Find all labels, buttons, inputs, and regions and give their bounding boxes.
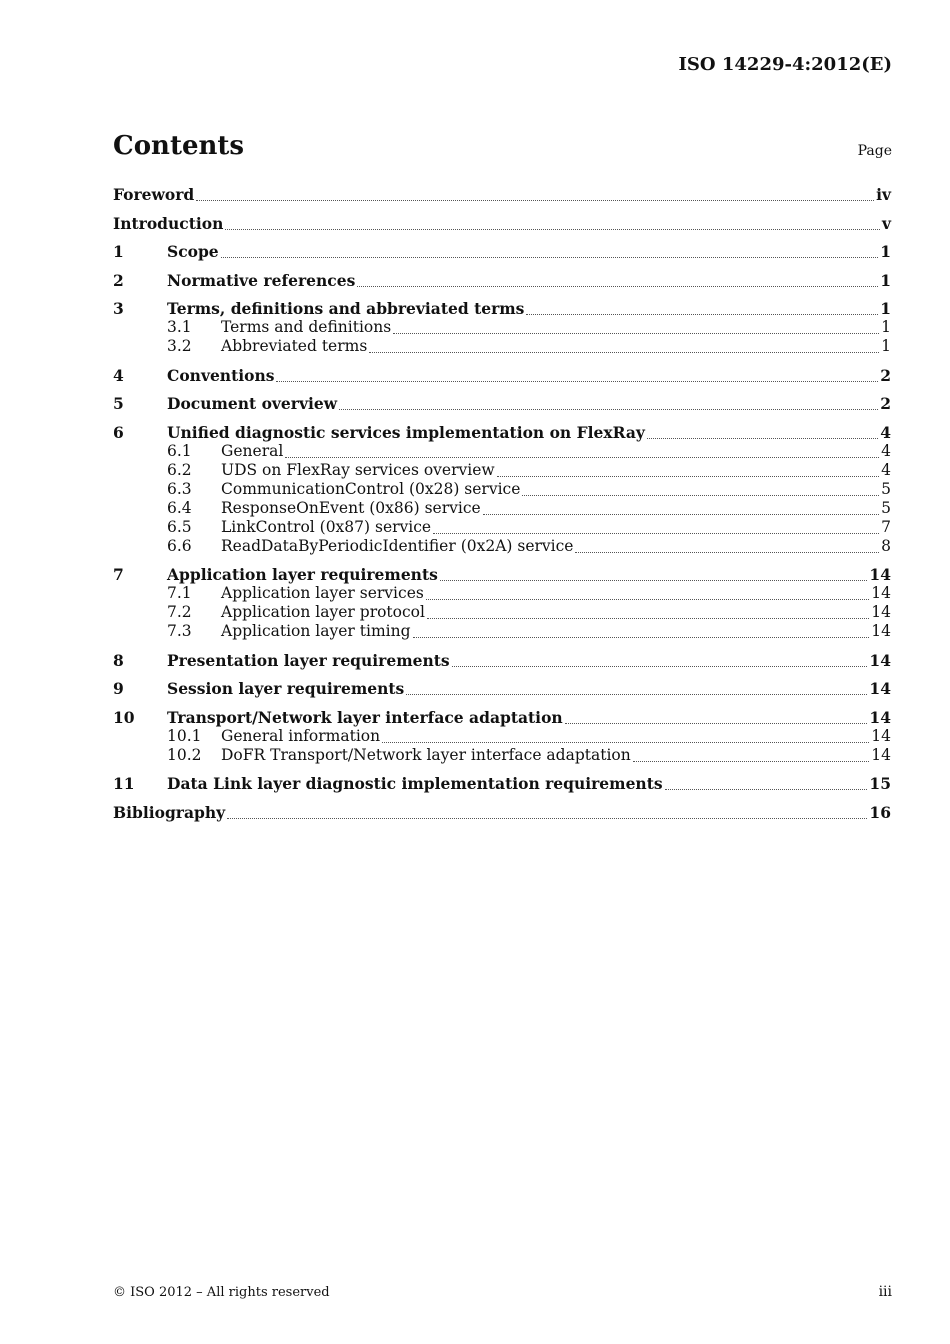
toc-entry[interactable] xyxy=(113,565,891,584)
toc-entry-page: 1 xyxy=(881,337,891,355)
toc-entry-title: Application layer timing xyxy=(221,622,411,640)
toc-entry-page: 16 xyxy=(869,802,891,822)
toc-entry-page: 1 xyxy=(880,270,891,290)
toc-entry-title: Terms and definitions xyxy=(221,318,392,336)
toc-entry-title: Presentation layer requirements xyxy=(167,650,450,670)
toc-entry-number: 11 xyxy=(113,774,135,793)
toc-entry-title: Transport/Network layer interface adaptation xyxy=(167,707,563,727)
dot-leader xyxy=(227,817,867,819)
toc-entry-title: Document overview xyxy=(167,394,338,413)
toc-entry-page: 1 xyxy=(880,242,891,261)
toc-entry-number: 5 xyxy=(113,394,124,413)
toc-entry-page: 2 xyxy=(880,365,891,385)
toc-entry-page: 14 xyxy=(869,679,891,698)
toc-entry-title: Scope xyxy=(167,242,219,261)
toc-subentry[interactable] xyxy=(113,746,891,765)
dot-leader xyxy=(369,351,879,353)
toc-entry-title: UDS on FlexRay services overview xyxy=(221,460,495,479)
toc-entry[interactable] xyxy=(113,394,891,413)
page-number: iii xyxy=(878,1284,892,1300)
toc-entry-title: General xyxy=(221,441,284,460)
toc-entry-number: 6.6 xyxy=(167,536,192,555)
toc-entry[interactable] xyxy=(113,423,891,442)
toc-entry-page: 5 xyxy=(881,479,891,498)
toc-entry-title: Application layer requirements xyxy=(167,565,438,584)
toc-entry-number: 6.2 xyxy=(167,460,192,479)
dot-leader xyxy=(196,199,874,201)
toc-entry-title: ReadDataByPeriodicIdentifier (0x2A) service xyxy=(221,536,574,555)
toc-entry-title: Conventions xyxy=(167,365,275,385)
dot-leader xyxy=(526,313,878,315)
toc-entry-number: 9 xyxy=(113,679,124,698)
toc-entry-number: 10.2 xyxy=(167,745,202,764)
toc-entry-number: 8 xyxy=(113,650,124,670)
dot-leader xyxy=(440,579,868,581)
dot-leader xyxy=(665,788,868,790)
toc-entry-page: v xyxy=(881,213,891,233)
table-of-contents xyxy=(113,185,891,822)
dot-leader xyxy=(497,475,879,477)
dot-leader xyxy=(575,551,879,553)
toc-entry-title: Application layer services xyxy=(221,584,424,602)
toc-entry-number: 4 xyxy=(113,365,124,385)
toc-entry-page: 1 xyxy=(881,318,891,336)
toc-subentry[interactable] xyxy=(113,461,891,480)
dot-leader xyxy=(382,741,869,743)
toc-subentry[interactable] xyxy=(113,337,891,356)
dot-leader xyxy=(427,617,869,619)
toc-entry-page: 4 xyxy=(881,441,891,460)
dot-leader xyxy=(647,437,878,439)
dot-leader xyxy=(221,256,879,258)
toc-subentry[interactable] xyxy=(113,442,891,461)
toc-entry-number: 7.1 xyxy=(167,584,192,602)
toc-subentry[interactable] xyxy=(113,622,891,641)
toc-subentry[interactable] xyxy=(113,537,891,556)
toc-entry-page: 7 xyxy=(881,517,891,536)
toc-entry-number: 10 xyxy=(113,707,135,727)
toc-entry-number: 6.5 xyxy=(167,517,192,536)
dot-leader xyxy=(452,665,868,667)
toc-subentry[interactable] xyxy=(113,584,891,603)
toc-entry[interactable] xyxy=(113,803,891,822)
toc-entry[interactable] xyxy=(113,774,891,793)
dot-leader xyxy=(357,285,878,287)
toc-entry[interactable] xyxy=(113,214,891,233)
toc-entry-number: 1 xyxy=(113,242,124,261)
dot-leader xyxy=(276,380,878,382)
contents-title: Contents xyxy=(113,131,245,161)
toc-entry[interactable] xyxy=(113,651,891,670)
toc-entry-page: 15 xyxy=(869,774,891,793)
toc-entry[interactable] xyxy=(113,299,891,318)
toc-entry-number: 7 xyxy=(113,565,124,584)
toc-entry-page: 14 xyxy=(871,603,891,621)
toc-entry[interactable] xyxy=(113,366,891,385)
dot-leader xyxy=(522,494,879,496)
toc-entry-page: 14 xyxy=(869,650,891,670)
document-id: ISO 14229-4:2012(E) xyxy=(678,54,892,75)
dot-leader xyxy=(285,456,879,458)
toc-entry-title: ResponseOnEvent (0x86) service xyxy=(221,498,481,517)
dot-leader xyxy=(406,693,867,695)
toc-entry[interactable] xyxy=(113,271,891,290)
dot-leader xyxy=(633,760,870,762)
toc-entry-page: 14 xyxy=(869,707,891,727)
toc-entry-page: 4 xyxy=(880,422,891,442)
toc-entry-page: 14 xyxy=(871,584,891,602)
dot-leader xyxy=(393,332,879,334)
toc-subentry[interactable] xyxy=(113,727,891,746)
toc-subentry[interactable] xyxy=(113,480,891,499)
toc-entry[interactable] xyxy=(113,679,891,698)
toc-subentry[interactable] xyxy=(113,603,891,622)
toc-entry-page: 4 xyxy=(881,460,891,479)
dot-leader xyxy=(483,513,879,515)
toc-entry-title: Abbreviated terms xyxy=(221,337,368,355)
dot-leader xyxy=(225,228,880,230)
dot-leader xyxy=(413,636,870,638)
toc-entry-page: 2 xyxy=(880,394,891,413)
dot-leader xyxy=(565,722,868,724)
toc-entry-number: 6.3 xyxy=(167,479,192,498)
toc-entry-title: Application layer protocol xyxy=(221,603,425,621)
toc-entry[interactable] xyxy=(113,185,891,204)
toc-entry-title: Foreword xyxy=(113,185,195,204)
toc-entry-title: General information xyxy=(221,726,381,745)
toc-entry-title: LinkControl (0x87) service xyxy=(221,517,432,536)
dot-leader xyxy=(433,532,879,534)
dot-leader xyxy=(426,598,869,600)
toc-entry-page: 5 xyxy=(881,498,891,517)
toc-entry-number: 6.4 xyxy=(167,498,192,517)
toc-entry-title: Introduction xyxy=(113,213,224,233)
toc-entry-number: 6 xyxy=(113,422,124,442)
toc-entry-number: 7.2 xyxy=(167,603,192,621)
toc-entry-title: Bibliography xyxy=(113,802,226,822)
toc-entry-title: DoFR Transport/Network layer interface adaptation xyxy=(221,745,631,764)
toc-entry-title: Session layer requirements xyxy=(167,679,405,698)
toc-entry-number: 3.1 xyxy=(167,318,192,336)
dot-leader xyxy=(339,408,878,410)
toc-entry-title: Data Link layer diagnostic implementation requirements xyxy=(167,774,663,793)
toc-entry-page: 14 xyxy=(869,565,891,584)
toc-entry-title: Terms, definitions and abbreviated terms xyxy=(167,299,525,318)
toc-entry-page: 14 xyxy=(871,726,891,745)
toc-entry-number: 6.1 xyxy=(167,441,192,460)
toc-entry-page: 14 xyxy=(871,622,891,640)
toc-entry[interactable] xyxy=(113,242,891,261)
toc-subentry[interactable] xyxy=(113,499,891,518)
toc-entry-page: 8 xyxy=(881,536,891,555)
toc-entry-title: Normative references xyxy=(167,270,356,290)
toc-entry-number: 2 xyxy=(113,270,124,290)
toc-entry-title: CommunicationControl (0x28) service xyxy=(221,479,521,498)
toc-entry-page: 1 xyxy=(880,299,891,318)
toc-subentry[interactable] xyxy=(113,318,891,337)
page-column-label: Page xyxy=(857,143,892,159)
copyright-notice: © ISO 2012 – All rights reserved xyxy=(113,1285,330,1300)
toc-entry[interactable] xyxy=(113,708,891,727)
toc-entry-title: Unified diagnostic services implementation on FlexRay xyxy=(167,422,645,442)
toc-entry-number: 3 xyxy=(113,299,124,318)
toc-entry-number: 3.2 xyxy=(167,337,192,355)
toc-entry-number: 7.3 xyxy=(167,622,192,640)
toc-entry-number: 10.1 xyxy=(167,726,202,745)
toc-entry-page: iv xyxy=(876,185,891,204)
toc-entry-page: 14 xyxy=(871,745,891,764)
toc-subentry[interactable] xyxy=(113,518,891,537)
